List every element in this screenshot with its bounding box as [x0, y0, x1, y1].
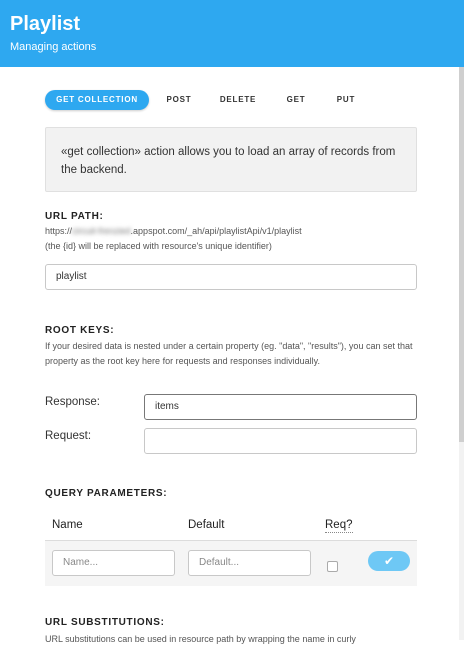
tab-put[interactable]: PUT	[336, 95, 356, 104]
column-name-header: Name	[52, 519, 83, 531]
column-required-header: Req?	[325, 519, 353, 531]
url-path-input[interactable]: playlist	[45, 264, 417, 290]
root-keys-title: ROOT KEYS:	[45, 325, 115, 336]
url-blurred-segment: circuit-frenzied	[72, 226, 131, 236]
root-keys-description: If your desired data is nested under a certain property (eg. "data", "results"), you can set that property as the root key here for requests and responses individually.	[45, 341, 413, 366]
param-default-input[interactable]: Default...	[188, 550, 311, 576]
column-default-header: Default	[188, 519, 225, 531]
param-name-input[interactable]: Name...	[52, 550, 175, 576]
url-substitutions-title: URL SUBSTITUTIONS:	[45, 617, 165, 628]
scrollbar[interactable]	[459, 67, 464, 640]
app-header	[0, 0, 464, 67]
query-parameters-title: QUERY PARAMETERS:	[45, 488, 168, 499]
checkmark-icon: ✔	[383, 554, 395, 568]
new-query-parameter-row	[45, 540, 417, 586]
request-label: Request:	[45, 430, 92, 442]
tab-post[interactable]: POST	[166, 95, 192, 104]
page-subtitle: Managing actions	[10, 41, 97, 53]
url-path-title: URL PATH:	[45, 211, 104, 222]
page-title: Playlist	[10, 13, 81, 35]
add-param-button[interactable]	[368, 551, 410, 571]
tab-get[interactable]: GET	[286, 95, 306, 104]
action-info-text: «get collection» action allows you to load an array of records from the backend.	[61, 146, 396, 176]
tab-delete[interactable]: DELETE	[219, 95, 257, 104]
response-label: Response:	[45, 396, 100, 408]
response-root-key-input[interactable]: items	[144, 394, 417, 420]
param-required-checkbox[interactable]	[327, 561, 338, 572]
url-substitutions-description: URL substitutions can be used in resource path by wrapping the name in curly	[45, 634, 356, 644]
scrollbar-thumb[interactable]	[459, 67, 464, 442]
request-root-key-input[interactable]	[144, 428, 417, 454]
action-info-box	[45, 127, 417, 192]
url-path-hint: (the {id} will be replaced with resource's unique identifier)	[45, 241, 272, 251]
url-suffix: .appspot.com/_ah/api/playlistApi/v1/playlist	[130, 226, 302, 236]
tab-get-collection[interactable]: GET COLLECTION	[45, 90, 149, 110]
url-path-url	[45, 224, 417, 239]
url-prefix: https://	[45, 226, 73, 236]
